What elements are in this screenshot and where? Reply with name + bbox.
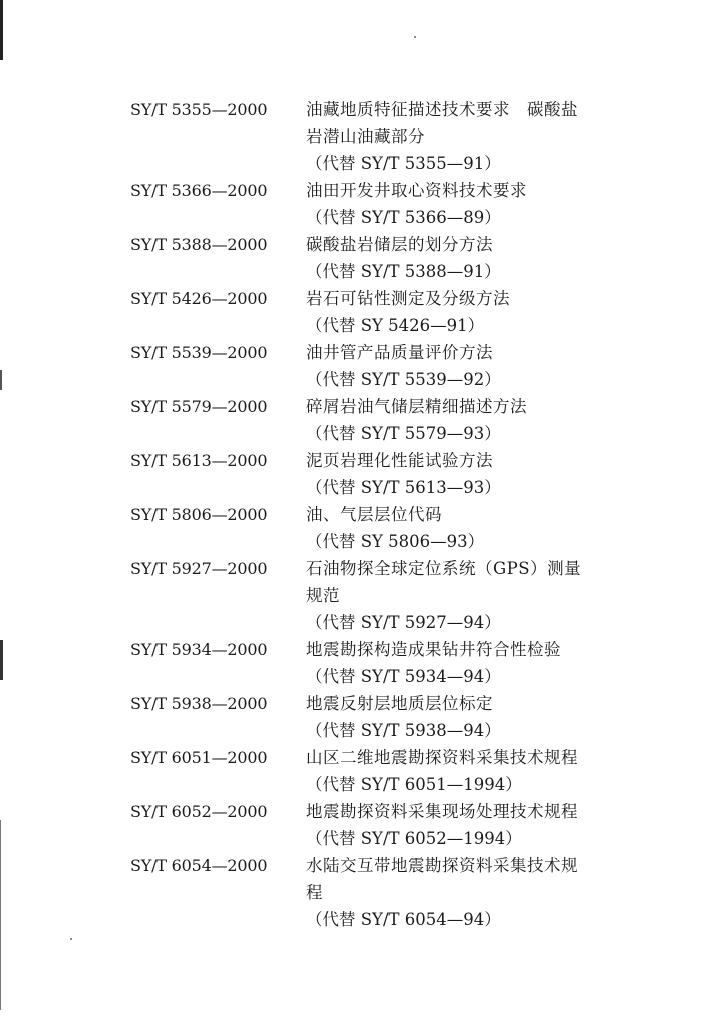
replaces-note: （代替 SY/T 5366—89） <box>306 208 501 227</box>
standard-title-line: 地震反射层地质层位标定 <box>306 694 493 713</box>
standard-description <box>306 852 650 933</box>
standard-entry <box>130 231 650 285</box>
standard-description <box>306 798 650 852</box>
standard-description <box>306 744 650 798</box>
standard-entry <box>130 501 650 555</box>
standard-description <box>306 501 650 555</box>
standard-description <box>306 285 650 339</box>
replaces-note: （代替 SY/T 6054—94） <box>306 910 501 929</box>
standard-title-line: 山区二维地震勘探资料采集技术规程 <box>306 748 578 767</box>
replaces-note: （代替 SY/T 5539—92） <box>306 370 501 389</box>
standard-description <box>306 177 650 231</box>
standard-title-line: 岩潜山油藏部分 <box>306 127 425 146</box>
replaces-note: （代替 SY 5806—93） <box>306 532 485 551</box>
scan-edge-mark <box>0 0 3 60</box>
standard-code: SY/T 6051—2000 <box>130 748 268 767</box>
standard-title-line: 油、气层层位代码 <box>306 505 442 524</box>
scan-speck <box>70 938 72 940</box>
standard-description <box>306 231 650 285</box>
standard-code: SY/T 5613—2000 <box>130 451 268 470</box>
standard-title-line: 油藏地质特征描述技术要求 碳酸盐 <box>306 100 578 119</box>
standard-code: SY/T 6054—2000 <box>130 856 268 875</box>
standard-code: SY/T 5938—2000 <box>130 694 268 713</box>
standard-description <box>306 339 650 393</box>
replaces-note: （代替 SY/T 6052—1994） <box>306 829 522 848</box>
standard-title-line: 泥页岩理化性能试验方法 <box>306 451 493 470</box>
standard-title-line: 碎屑岩油气储层精细描述方法 <box>306 397 527 416</box>
standard-entry <box>130 177 650 231</box>
standard-code: SY/T 5388—2000 <box>130 235 268 254</box>
replaces-note: （代替 SY/T 5388—91） <box>306 262 501 281</box>
standard-description <box>306 393 650 447</box>
replaces-note: （代替 SY/T 5355—91） <box>306 154 501 173</box>
standard-entry <box>130 447 650 501</box>
standard-entry <box>130 96 650 177</box>
standard-title-line: 油井管产品质量评价方法 <box>306 343 493 362</box>
standard-code: SY/T 5426—2000 <box>130 289 268 308</box>
standard-code: SY/T 5806—2000 <box>130 505 268 524</box>
scan-edge-mark <box>0 820 1 1010</box>
standard-title-line: 地震勘探资料采集现场处理技术规程 <box>306 802 578 821</box>
scan-edge-mark <box>0 640 3 680</box>
standard-entry <box>130 339 650 393</box>
standard-code: SY/T 6052—2000 <box>130 802 268 821</box>
standard-description <box>306 555 650 636</box>
standard-code: SY/T 5539—2000 <box>130 343 268 362</box>
standards-list <box>130 96 650 933</box>
standard-entry <box>130 555 650 636</box>
replaces-note: （代替 SY/T 6051—1994） <box>306 775 522 794</box>
replaces-note: （代替 SY/T 5579—93） <box>306 424 501 443</box>
standard-code: SY/T 5934—2000 <box>130 640 268 659</box>
standard-entry <box>130 393 650 447</box>
standard-code: SY/T 5366—2000 <box>130 181 268 200</box>
standard-title-line: 程 <box>306 883 323 902</box>
standard-title-line: 油田开发井取心资料技术要求 <box>306 181 527 200</box>
scan-speck <box>414 36 416 38</box>
standard-entry <box>130 744 650 798</box>
standard-title-line: 水陆交互带地震勘探资料采集技术规 <box>306 856 578 875</box>
standard-description <box>306 690 650 744</box>
standard-description <box>306 636 650 690</box>
standard-entry <box>130 690 650 744</box>
standard-code: SY/T 5355—2000 <box>130 100 268 119</box>
standard-code: SY/T 5579—2000 <box>130 397 268 416</box>
standard-title-line: 石油物探全球定位系统（GPS）测量 <box>306 559 582 578</box>
replaces-note: （代替 SY/T 5927—94） <box>306 613 501 632</box>
standard-title-line: 碳酸盐岩储层的划分方法 <box>306 235 493 254</box>
standard-title-line: 地震勘探构造成果钻井符合性检验 <box>306 640 561 659</box>
standard-description <box>306 447 650 501</box>
standard-description <box>306 96 650 177</box>
standard-entry <box>130 852 650 933</box>
standard-entry <box>130 636 650 690</box>
standard-code: SY/T 5927—2000 <box>130 559 268 578</box>
standard-title-line: 规范 <box>306 586 340 605</box>
scan-edge-mark <box>0 370 2 390</box>
standard-entry <box>130 285 650 339</box>
replaces-note: （代替 SY 5426—91） <box>306 316 485 335</box>
replaces-note: （代替 SY/T 5613—93） <box>306 478 501 497</box>
replaces-note: （代替 SY/T 5938—94） <box>306 721 501 740</box>
standard-title-line: 岩石可钻性测定及分级方法 <box>306 289 510 308</box>
replaces-note: （代替 SY/T 5934—94） <box>306 667 501 686</box>
standard-entry <box>130 798 650 852</box>
